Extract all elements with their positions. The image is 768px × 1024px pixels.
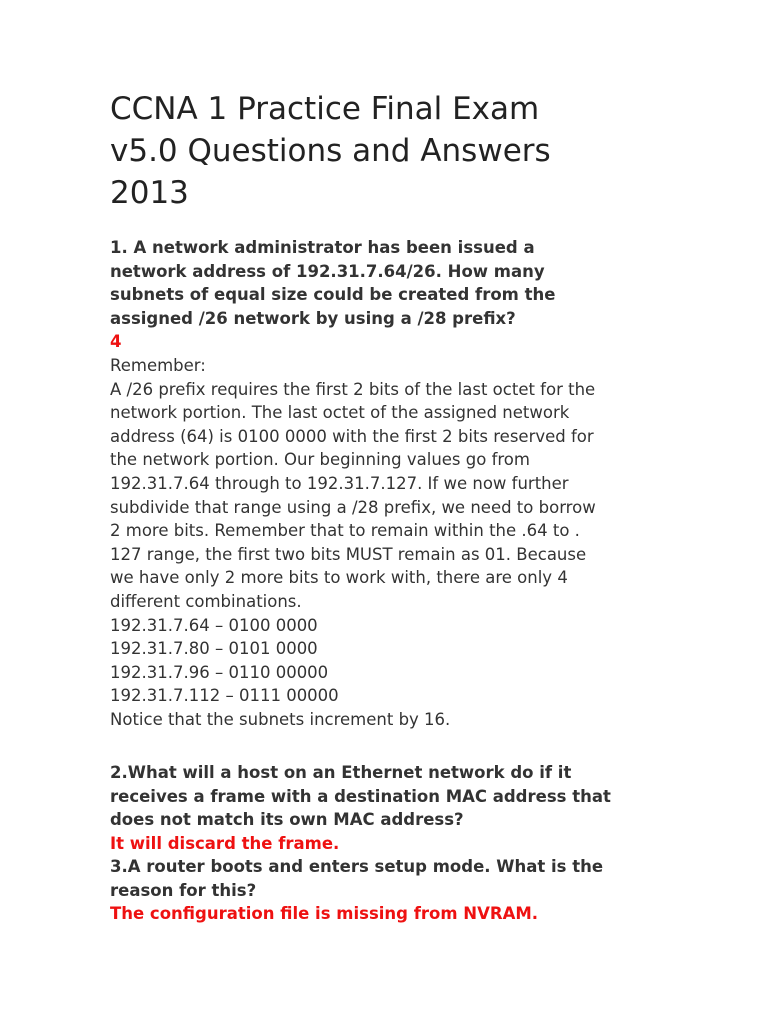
title-line: 2013 bbox=[110, 175, 189, 211]
question-3-text: 3.A router boots and enters setup mode. What is the bbox=[110, 857, 604, 876]
explanation-line: we have only 2 more bits to work with, there are only 4 bbox=[110, 568, 568, 588]
subnet-line: 192.31.7.64 – 0100 0000 bbox=[110, 615, 318, 635]
explanation-line: address (64) is 0100 0000 with the first 2 bits reserved for bbox=[110, 426, 594, 446]
explanation-line: the network portion. Our beginning values go from bbox=[110, 450, 530, 470]
question-3-answer: The configuration file is missing from NVRAM. bbox=[110, 904, 539, 924]
explanation-line: network portion. The last octet of the assigned network bbox=[110, 403, 570, 423]
question-3 bbox=[110, 855, 730, 926]
subnet-line: 192.31.7.112 – 0111 00000 bbox=[110, 686, 339, 706]
explanation-line: A /26 prefix requires the first 2 bits of the last octet for the bbox=[110, 379, 596, 399]
explanation-line: Notice that the subnets increment by 16. bbox=[110, 709, 451, 729]
question-1-answer: 4 bbox=[110, 332, 122, 352]
question-2-answer: It will discard the frame. bbox=[110, 833, 340, 853]
question-1-text: network address of 192.31.7.64/26. How many bbox=[110, 261, 545, 281]
explanation-line: Remember: bbox=[110, 355, 206, 375]
explanation-line: different combinations. bbox=[110, 591, 302, 611]
question-1-text: assigned /26 network by using a /28 prefix? bbox=[110, 308, 516, 328]
question-2-text: receives a frame with a destination MAC address that bbox=[110, 786, 611, 806]
title-line: v5.0 Questions and Answers bbox=[110, 133, 551, 169]
question-1-text: 1. A network administrator has been issued a bbox=[110, 238, 535, 257]
question-2-text: 2.What will a host on an Ethernet network do if it bbox=[110, 763, 572, 782]
question-2 bbox=[110, 761, 730, 855]
explanation-line: 2 more bits. Remember that to remain within the .64 to . bbox=[110, 521, 580, 541]
title-line: CCNA 1 Practice Final Exam bbox=[110, 91, 540, 127]
explanation-line: 192.31.7.64 through to 192.31.7.127. If we now further bbox=[110, 473, 569, 493]
explanation-line: subdivide that range using a /28 prefix, we need to borrow bbox=[110, 497, 596, 517]
page-title bbox=[110, 88, 710, 214]
question-2-text: does not match its own MAC address? bbox=[110, 810, 464, 830]
question-1 bbox=[110, 236, 730, 731]
subnet-line: 192.31.7.96 – 0110 00000 bbox=[110, 662, 329, 682]
question-1-text: subnets of equal size could be created from the bbox=[110, 285, 556, 305]
question-3-text: reason for this? bbox=[110, 880, 257, 900]
explanation-line: 127 range, the first two bits MUST remain as 01. Because bbox=[110, 544, 587, 564]
subnet-line: 192.31.7.80 – 0101 0000 bbox=[110, 639, 318, 659]
